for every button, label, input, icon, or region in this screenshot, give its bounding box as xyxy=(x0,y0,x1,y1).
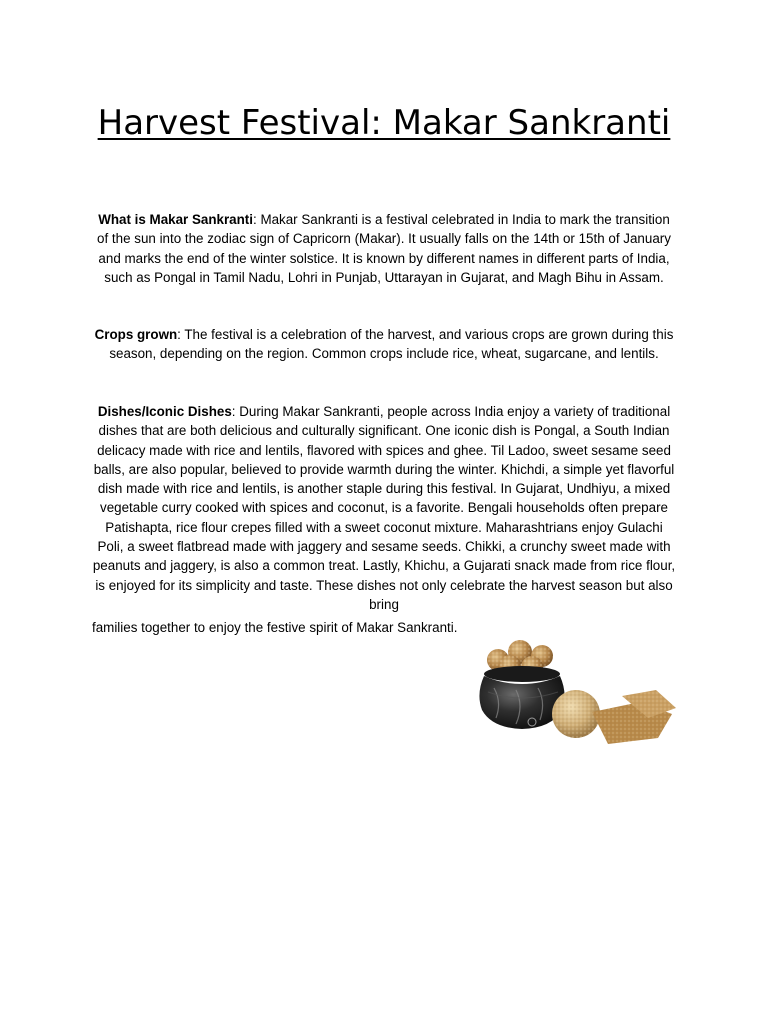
section-crops-grown xyxy=(92,325,676,364)
section-heading: Dishes/Iconic Dishes xyxy=(97,404,232,419)
section-heading: Crops grown xyxy=(94,327,178,342)
section-dishes-last-line: families together to enjoy the festive spirit of Makar Sankranti. xyxy=(92,620,458,635)
section-body: : Makar Sankranti is a festival celebrated in India to mark the transition of the sun into the zodiac sign of Capricorn (Makar). It usually falls on the 14th or 15th of January and marks the end of the winter solstice. It is known by different names in different parts of India, such as Pongal in Tamil Nadu, Lohri in Punjab, Uttarayan in Gujarat, and Magh Bihu in Assam. xyxy=(97,212,671,285)
til-ladoo-pot-image xyxy=(472,632,678,748)
section-body: : The festival is a celebration of the harvest, and various crops are grown during this season, depending on the region. Common crops include rice, wheat, sugarcane, and lentils. xyxy=(109,327,674,362)
section-what-is-makar-sankranti xyxy=(92,210,676,287)
document-title: Harvest Festival: Makar Sankranti xyxy=(97,103,671,143)
clay-pot xyxy=(479,676,564,729)
section-dishes xyxy=(92,402,676,614)
section-heading: What is Makar Sankranti xyxy=(98,212,253,227)
section-body: : During Makar Sankranti, people across India enjoy a variety of traditional dishes that are both delicious and culturally significant. One iconic dish is Pongal, a South Indian delicacy made with rice and lentils, flavored with spices and ghee. Til Ladoo, sweet sesame seed balls, are also popular, believed to provide warmth during the winter. Khichdi, a simple yet flavorful dish made with rice and lentils, is another staple during this festival. In Gujarat, Undhiyu, a mixed vegetable curry cooked with spices and coconut, is a favorite. Bengali households often prepare Patishapta, rice flour crepes filled with a sweet coconut mixture. Maharashtrians enjoy Gulachi Poli, a sweet flatbread made with jaggery and sesame seeds. Chikki, a crunchy sweet made with peanuts and jaggery, is also a common treat. Lastly, Khichu, a Gujarati snack made from rice flour, is enjoyed for its simplicity and taste. These dishes not only celebrate the harvest season but also bring xyxy=(92,404,676,612)
